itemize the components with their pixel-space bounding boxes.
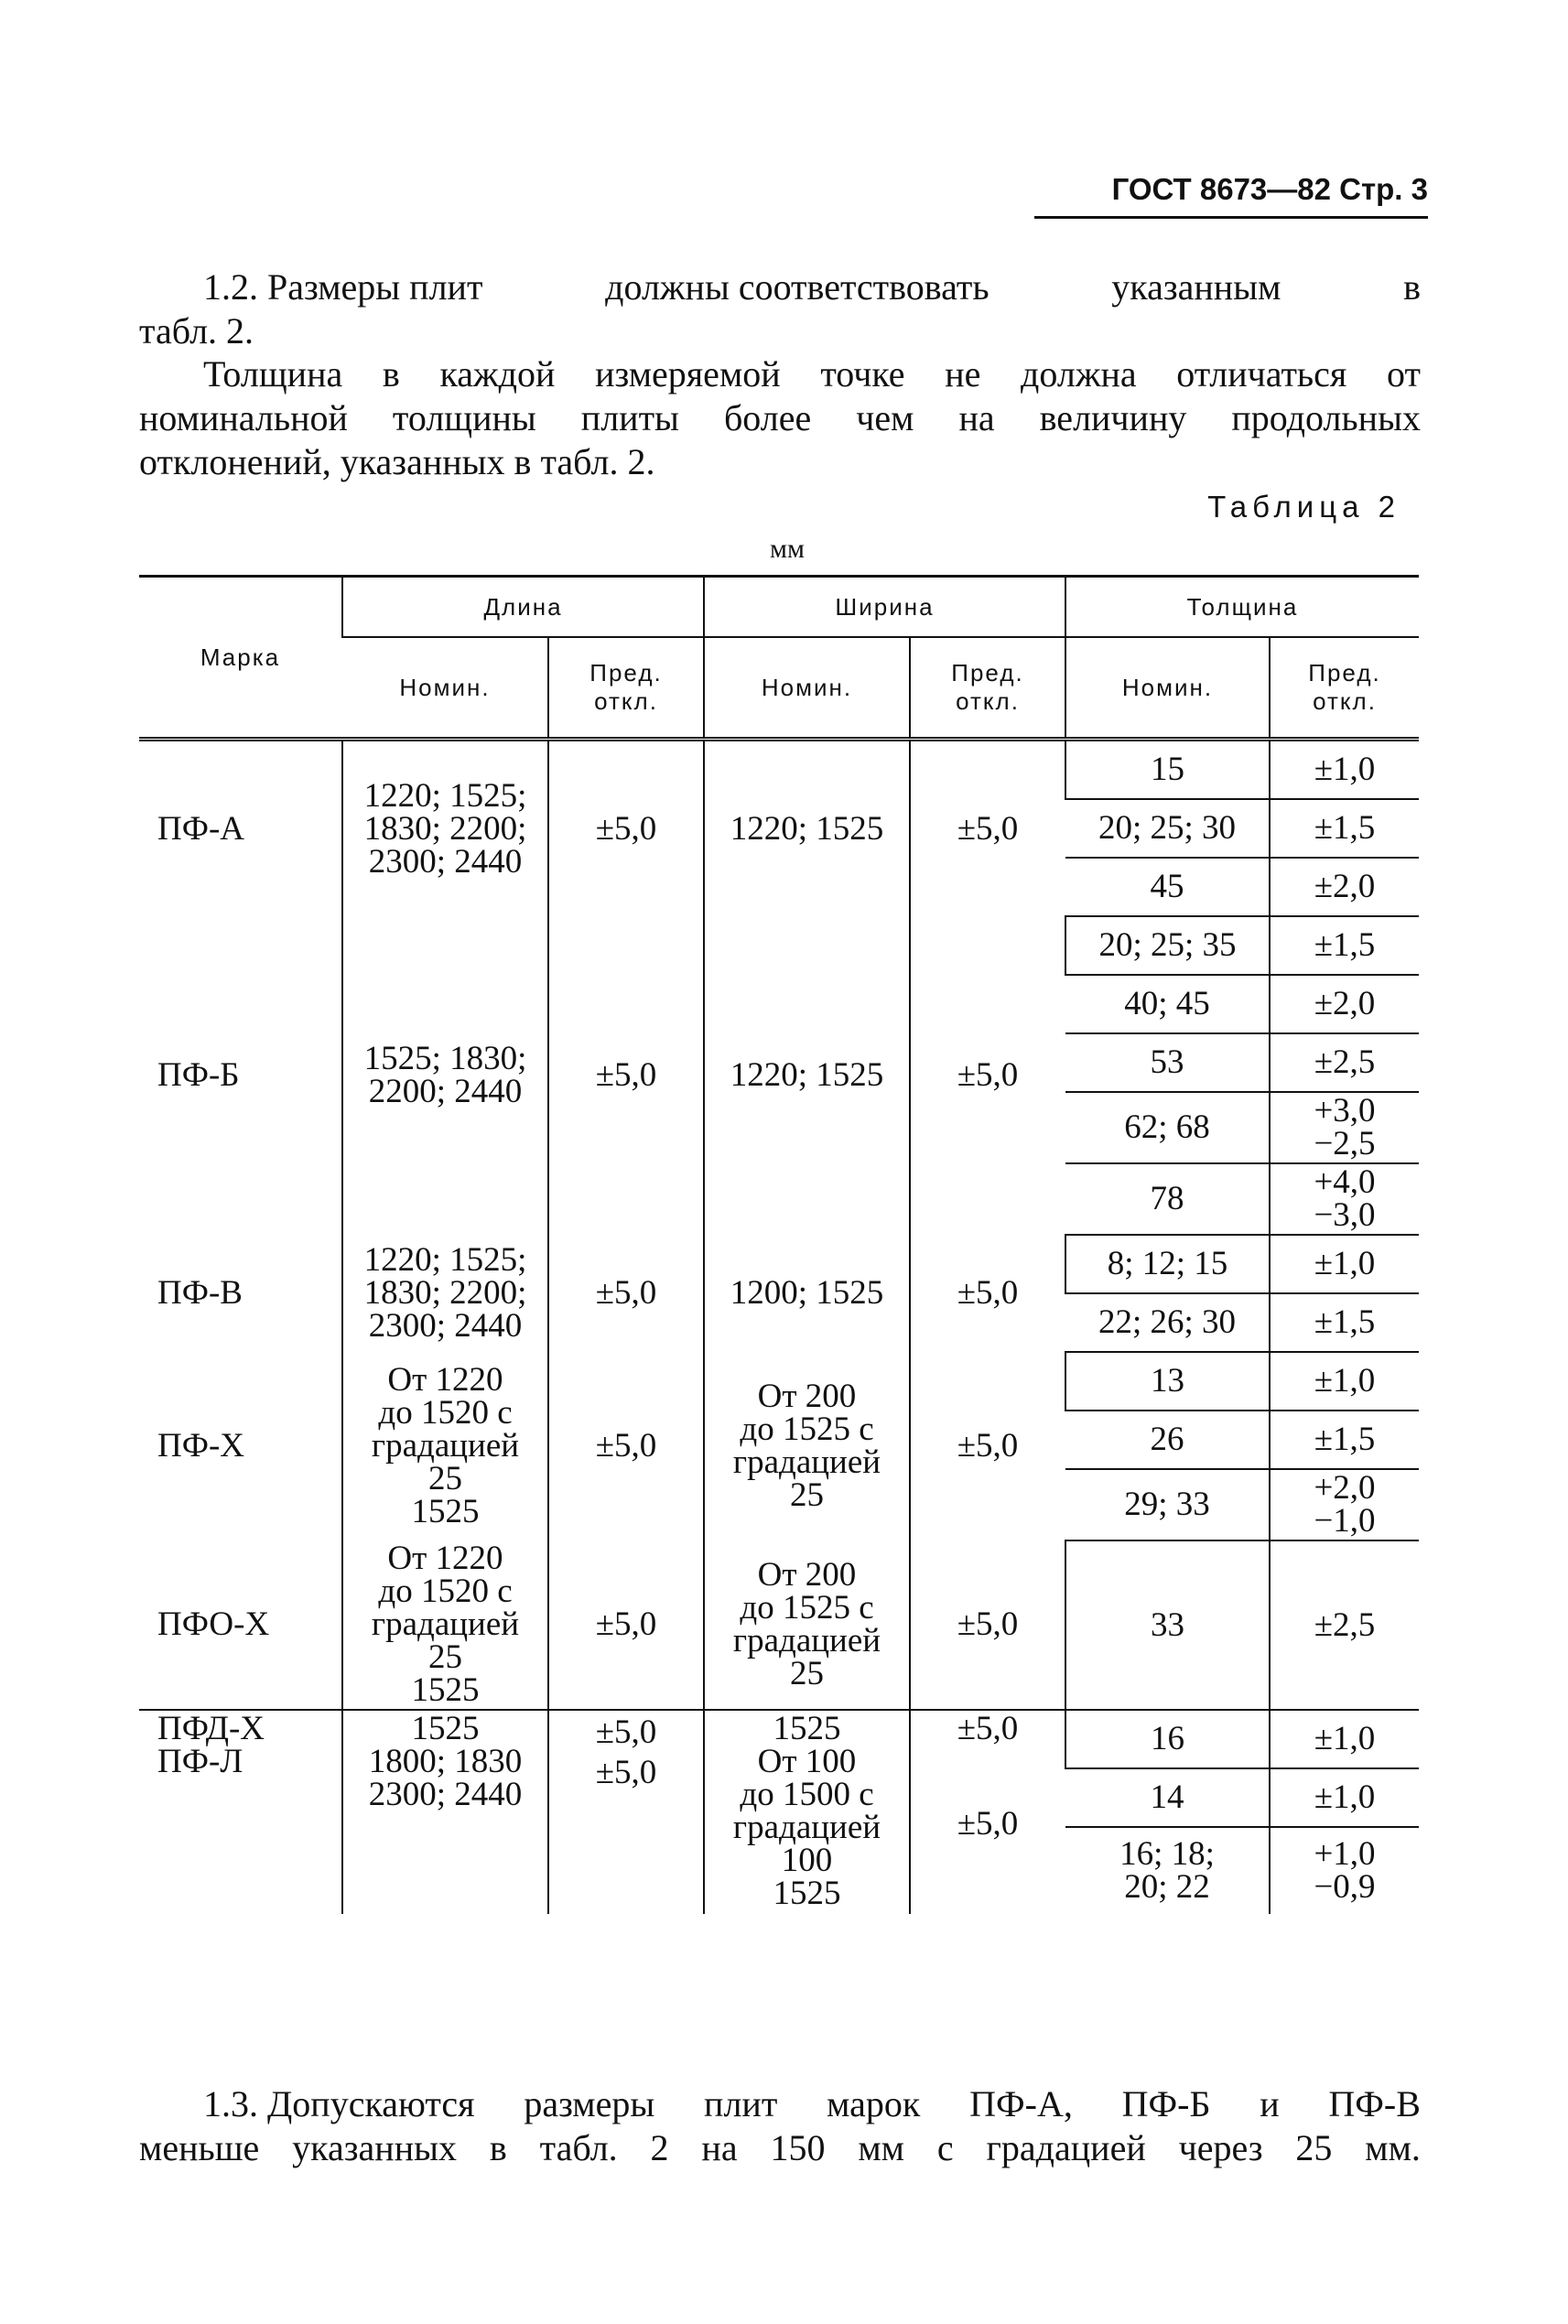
p2-word: плиты — [580, 397, 679, 438]
thickness-nominal: 40; 45 — [1065, 975, 1270, 1033]
thickness-deviation: ±1,5 — [1270, 916, 1419, 975]
width-deviation: ±5,0 — [910, 916, 1065, 1235]
thickness-deviation: ±2,5 — [1270, 1033, 1419, 1092]
table-row — [139, 1540, 1419, 1710]
width-nominal: От 200 до 1525 с градацией 25 — [704, 1540, 910, 1710]
thickness-nominal: 45 — [1065, 858, 1270, 916]
header-length-nom: Номин. — [342, 637, 548, 740]
p3-word: на — [701, 2127, 738, 2168]
length-nominal: От 1220 до 1520 с градацией 25 1525 — [342, 1540, 548, 1710]
p3-word: ПФ-В — [1328, 2083, 1421, 2124]
p3-word: градацией — [986, 2127, 1146, 2168]
thickness-deviation: ±1,5 — [1270, 1293, 1419, 1352]
p3-word: марок — [827, 2083, 921, 2124]
table-row — [139, 916, 1419, 975]
header-rule — [1034, 216, 1428, 219]
thickness-nominal: 62; 68 — [1065, 1092, 1270, 1163]
p2-word: измеряемой — [595, 353, 781, 395]
width-nominal: От 200 до 1525 с градацией 25 — [704, 1352, 910, 1540]
p1-word: 1.2. Размеры плит — [203, 266, 483, 308]
page-header: ГОСТ 8673—82 Стр. 3 — [1111, 172, 1428, 206]
thickness-nominal: 14 — [1065, 1768, 1270, 1827]
p2-word: продольных — [1231, 397, 1421, 438]
thickness-deviation: ±2,5 — [1270, 1540, 1419, 1710]
thickness-deviation: ±1,0 — [1270, 740, 1419, 800]
table-row — [139, 740, 1419, 800]
p3-word: меньше — [139, 2127, 260, 2168]
p3-word: 1.3. Допускаются — [203, 2083, 475, 2124]
length-nominal: 1525; 1830; 2200; 2440 — [342, 916, 548, 1235]
table-row — [139, 1352, 1419, 1411]
header-thickness-dev: Пред. откл. — [1270, 637, 1419, 740]
width-nominal: 1220; 1525 — [704, 740, 910, 917]
p3-word: ПФ-А, — [969, 2083, 1073, 2124]
table-row — [139, 1710, 1419, 1768]
header-thickness-nom: Номин. — [1065, 637, 1270, 740]
p3-word: указанных — [292, 2127, 457, 2168]
p2-word: толщины — [392, 397, 536, 438]
p3-word: мм — [858, 2127, 904, 2168]
thickness-nominal: 13 — [1065, 1352, 1270, 1411]
thickness-deviation: ±1,5 — [1270, 1411, 1419, 1469]
p3-word: ПФ-Б — [1121, 2083, 1211, 2124]
thickness-nominal: 33 — [1065, 1540, 1270, 1710]
p3-word: с — [936, 2127, 954, 2168]
length-deviation: ±5,0 — [548, 916, 704, 1235]
thickness-nominal: 16 — [1065, 1710, 1270, 1768]
dimensions-table — [139, 575, 1419, 1914]
p1-word: в — [1403, 266, 1421, 308]
width-nominal: 1200; 1525 — [704, 1235, 910, 1352]
length-deviation: ±5,0 — [548, 740, 704, 917]
width-deviation-a: ±5,0 — [957, 1710, 1019, 1747]
width-deviation: ±5,0 — [910, 1235, 1065, 1352]
thickness-nominal: 16; 18; 20; 22 — [1119, 1835, 1215, 1906]
thickness-deviation: ±1,0 — [1270, 1768, 1419, 1827]
thickness-deviation: ±2,0 — [1270, 975, 1419, 1033]
width-deviation-b: ±5,0 — [957, 1805, 1019, 1843]
thickness-deviation: ±1,0 — [1270, 1352, 1419, 1411]
p1-line-1 — [139, 265, 1421, 309]
p3-word: мм. — [1365, 2127, 1421, 2168]
header-length-dev: Пред. откл. — [548, 637, 704, 740]
thickness-nominal: 8; 12; 15 — [1065, 1235, 1270, 1293]
p3-line-1 — [139, 2082, 1421, 2126]
p2-word: отличаться — [1176, 353, 1347, 395]
p2-word: номинальной — [139, 397, 348, 438]
p3-word: плит — [704, 2083, 778, 2124]
p2-word: не — [945, 353, 981, 395]
thickness-deviation: +2,0 −1,0 — [1270, 1469, 1419, 1540]
brand-cell: ПФ-Б — [157, 1056, 240, 1094]
width-deviation: ±5,0 — [910, 740, 1065, 917]
width-nominal: 1220; 1525 — [704, 916, 910, 1235]
table-title: Таблица 2 — [1207, 490, 1400, 524]
thickness-nominal: 20; 25; 35 — [1065, 916, 1270, 975]
p1-word: указанным — [1111, 266, 1281, 308]
thickness-deviation: ±1,5 — [1270, 799, 1419, 858]
p2-line-2 — [139, 396, 1421, 440]
width-deviation: ±5,0 — [910, 1352, 1065, 1540]
thickness-nominal: 29; 33 — [1065, 1469, 1270, 1540]
length-deviation: ±5,0 ±5,0 — [548, 1710, 704, 1914]
thickness-nominal: 26 — [1065, 1411, 1270, 1469]
length-nominal: 1220; 1525; 1830; 2200; 2300; 2440 — [342, 740, 548, 917]
brand-cell: ПФ-В — [157, 1274, 243, 1312]
header-width-dev: Пред. откл. — [910, 637, 1065, 740]
p3-line-2 — [139, 2126, 1421, 2170]
p2-word: от — [1386, 353, 1421, 395]
thickness-nominal: 22; 26; 30 — [1065, 1293, 1270, 1352]
thickness-deviation: +3,0 −2,5 — [1270, 1092, 1419, 1163]
p2-word: точке — [820, 353, 905, 395]
p2-word: каждой — [439, 353, 556, 395]
width-deviation: ±5,0 — [910, 1540, 1065, 1710]
thickness-nominal: 78 — [1065, 1163, 1270, 1235]
p2-word: более — [723, 397, 812, 438]
p2-word: чем — [856, 397, 914, 438]
p1-word: должны соответствовать — [605, 266, 989, 308]
p3-word: размеры — [524, 2083, 655, 2124]
length-nominal: 1220; 1525; 1830; 2200; 2300; 2440 — [342, 1235, 548, 1352]
thickness-nominal: 20; 25; 30 — [1065, 799, 1270, 858]
paragraph-1-2 — [139, 265, 1421, 353]
header-width-nom: Номин. — [704, 637, 910, 740]
header-brand: Марка — [139, 577, 342, 740]
thickness-deviation: ±1,0 — [1270, 1235, 1419, 1293]
p3-word: 25 — [1295, 2127, 1333, 2168]
thickness-deviation: +4,0 −3,0 — [1270, 1163, 1419, 1235]
brand-cell: ПФ-А — [157, 809, 244, 848]
p2-word: должна — [1021, 353, 1137, 395]
p3-word: 2 — [650, 2127, 669, 2168]
table-row — [139, 1235, 1419, 1293]
p3-word: табл. — [539, 2127, 618, 2168]
header-thickness: Толщина — [1065, 577, 1419, 638]
p2-line-1 — [139, 352, 1421, 396]
brand-cell: ПФ-Х — [157, 1427, 244, 1465]
p2-word: величину — [1039, 397, 1187, 438]
thickness-deviation: ±2,0 — [1270, 858, 1419, 916]
length-deviation: ±5,0 — [548, 1352, 704, 1540]
header-length: Длина — [342, 577, 704, 638]
table-unit: мм — [770, 534, 805, 564]
p2-word: в — [382, 353, 400, 395]
thickness-nominal: 53 — [1065, 1033, 1270, 1092]
length-deviation: ±5,0 — [548, 1235, 704, 1352]
p2-word: Толщина — [203, 353, 343, 395]
p3-word: в — [489, 2127, 507, 2168]
p1-line-2: табл. 2. — [139, 310, 254, 351]
length-nominal: 1525 1800; 1830 2300; 2440 — [342, 1710, 548, 1914]
thickness-nominal: 15 — [1065, 740, 1270, 800]
p2-word: на — [958, 397, 995, 438]
length-nominal: От 1220 до 1520 с градацией 25 1525 — [342, 1352, 548, 1540]
width-nominal: 1525 От 100 до 1500 с градацией 100 1525 — [704, 1710, 910, 1914]
length-deviation: ±5,0 — [548, 1540, 704, 1710]
brand-cell: ПФО-Х — [139, 1540, 342, 1710]
brand-cell: ПФД-Х ПФ-Л — [157, 1710, 265, 1780]
p2-line-3: отклонений, указанных в табл. 2. — [139, 441, 655, 482]
thickness-deviation: ±1,0 — [1270, 1710, 1419, 1768]
thickness-deviation: +1,0 −0,9 — [1270, 1827, 1419, 1914]
paragraph-thickness — [139, 352, 1421, 484]
p3-word: через — [1178, 2127, 1263, 2168]
p3-word: 150 — [770, 2127, 826, 2168]
paragraph-1-3 — [139, 2082, 1421, 2170]
header-width: Ширина — [704, 577, 1065, 638]
width-deviation — [910, 1710, 1065, 1914]
p3-word: и — [1260, 2083, 1280, 2124]
